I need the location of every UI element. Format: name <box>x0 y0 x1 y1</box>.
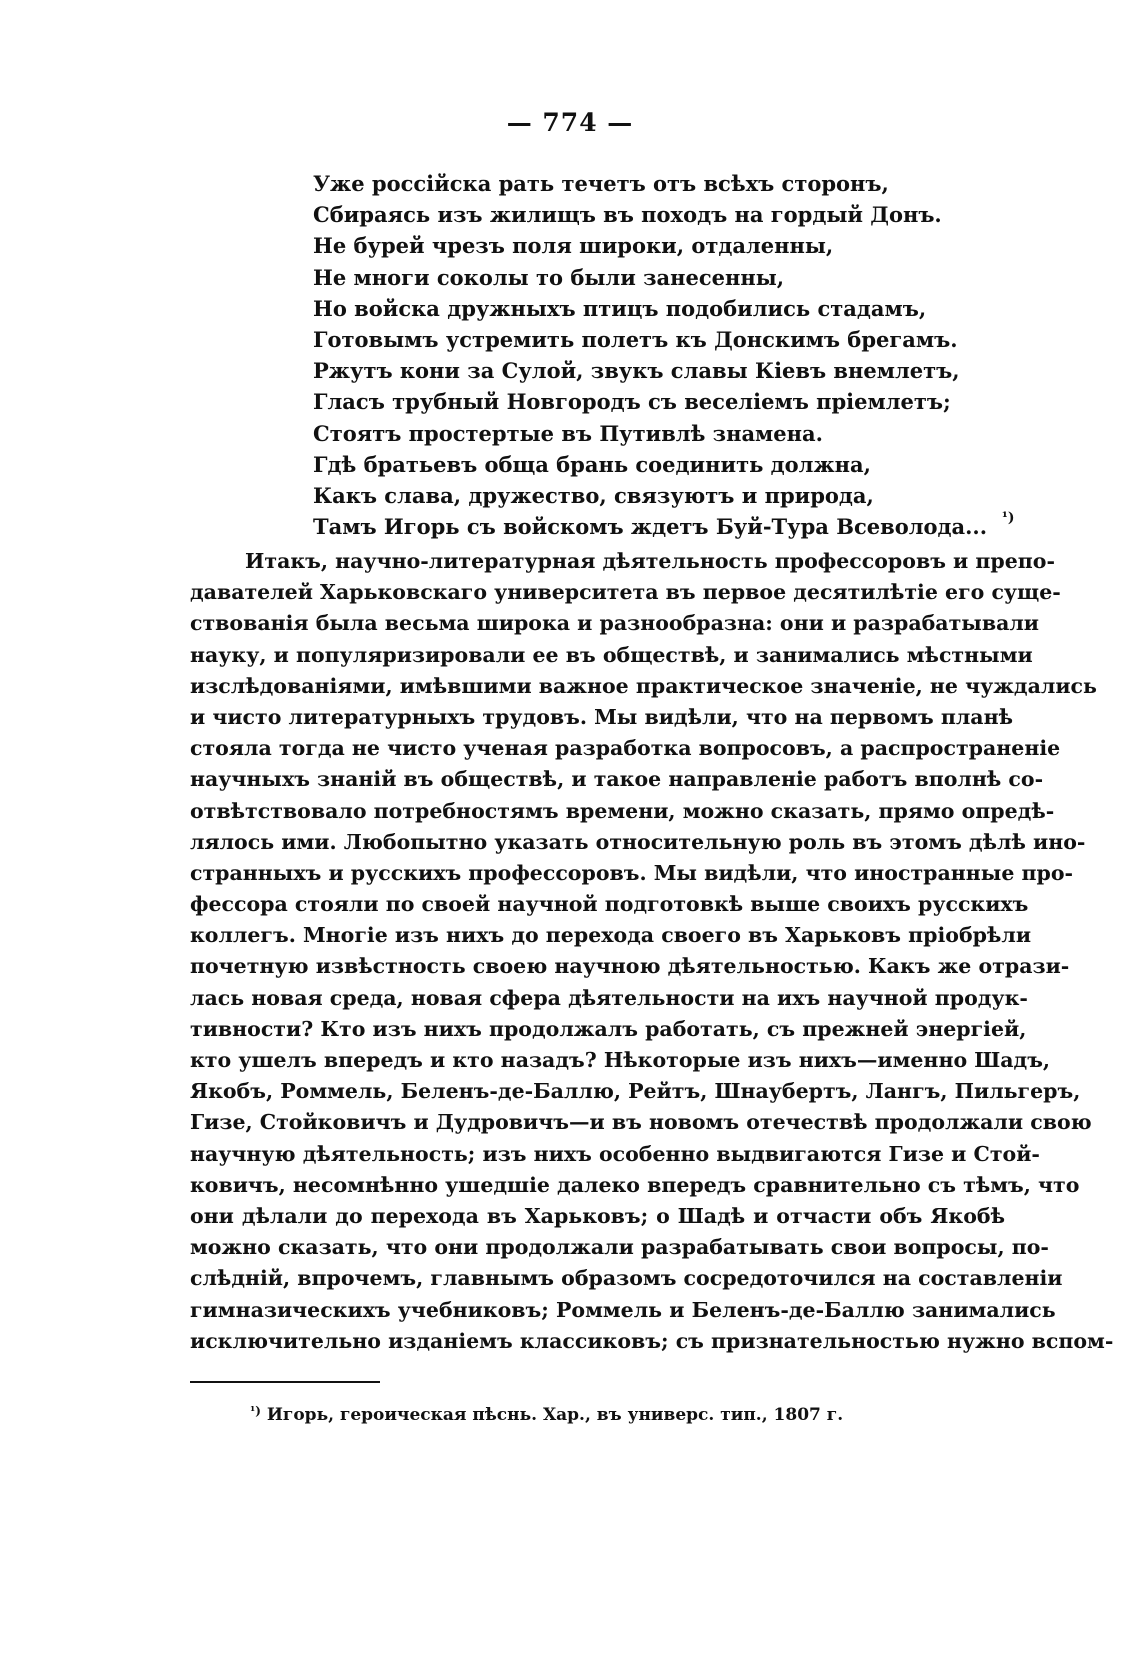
footnote-divider <box>190 1381 380 1383</box>
prose-line: почетную извѣстность своею научною дѣятельностью. Какъ же отрази- <box>190 954 1070 979</box>
prose-line: ствованія была весьма широка и разнообразна: они и разрабатывали <box>190 611 1040 636</box>
prose-line: странныхъ и русскихъ профессоровъ. Мы видѣли, что иностранные про- <box>190 860 1074 885</box>
prose-line: фессора стояли по своей научной подготовкѣ выше своихъ русскихъ <box>190 892 1029 917</box>
prose-line: ковичъ, несомнѣнно ушедшіе далеко впередъ сравнительно съ тѣмъ, что <box>190 1172 1080 1197</box>
prose-line: и чисто литературныхъ трудовъ. Мы видѣли, что на первомъ планѣ <box>190 704 1014 729</box>
prose-line: лялось ими. Любопытно указать относительную роль въ этомъ дѣлѣ ино- <box>190 829 1086 854</box>
verse-line: Сбираясь изъ жилищъ въ походъ на гордый Донъ. <box>313 202 942 228</box>
verse-line: Но войска дружныхъ птицъ подобились стадамъ, <box>313 295 927 321</box>
verse-line: Стоятъ простертые въ Путивлѣ знамена. <box>313 420 823 446</box>
verse-line: Не многи соколы то были занесенны, <box>313 264 785 290</box>
prose-line: стояла тогда не чисто ученая разработка вопросовъ, а распространеніе <box>190 736 1061 761</box>
verse-line: Гдѣ братьевъ обща брань соединить должна, <box>313 451 871 477</box>
prose-line: научную дѣятельность; изъ нихъ особенно выдвигаются Гизе и Стой- <box>190 1141 1040 1166</box>
verse-line: Уже россійска рать течетъ отъ всѣхъ сторонъ, <box>313 171 889 196</box>
verse-line: Какъ слава, дружество, связуютъ и природа, <box>313 482 874 508</box>
prose-line: науку, и популяризировали ее въ обществѣ, и занимались мѣстными <box>190 642 1033 667</box>
prose-line: Гизе, Стойковичъ и Дудровичъ—и въ новомъ отечествѣ продолжали свою <box>190 1110 1092 1135</box>
prose-line: научныхъ знаній въ обществѣ, и такое направленіе работъ вполнѣ со- <box>190 767 1044 792</box>
footnote <box>250 1405 1030 1425</box>
prose-line: изслѣдованіями, имѣвшими важное практическое значеніе, не чуждались <box>190 673 1097 698</box>
prose-line: коллегъ. Многіе изъ нихъ до перехода своего въ Харьковъ пріобрѣли <box>190 923 1032 948</box>
prose-line: исключительно изданіемъ классиковъ; съ признательностью нужно вспом- <box>190 1328 1114 1353</box>
prose-line: Итакъ, научно-литературная дѣятельность профессоровъ и препо- <box>245 549 1055 573</box>
prose-line: слѣдній, впрочемъ, главнымъ образомъ сосредоточился на составленіи <box>190 1266 1063 1291</box>
verse-line: Ржутъ кони за Сулой, звукъ славы Кіевъ внемлетъ, <box>313 358 960 384</box>
verse-line: Готовымъ устремить полетъ къ Донскимъ брегамъ. <box>313 326 958 352</box>
prose-line: давателей Харьковскаго университета въ первое десятилѣтіе его суще- <box>190 580 1061 605</box>
verse-line-text: Тамъ Игорь съ войскомъ ждетъ Буй-Тура Всеволода... <box>313 514 988 540</box>
verse-line-last <box>313 511 1053 542</box>
prose-paragraph <box>190 546 1114 1357</box>
prose-line: Якобъ, Роммель, Беленъ-де-Баллю, Рейтъ, Шнаубертъ, Лангъ, Пильгеръ, <box>190 1079 1081 1104</box>
prose-line: кто ушелъ впередъ и кто назадъ? Нѣкоторые изъ нихъ—именно Шадъ, <box>190 1048 1051 1072</box>
prose-line: отвѣтствовало потребностямъ времени, можно сказать, прямо опредѣ- <box>190 798 1055 823</box>
prose-line: тивности? Кто изъ нихъ продолжалъ работать, съ прежней энергіей, <box>190 1016 1027 1041</box>
prose-line: гимназическихъ учебниковъ; Роммель и Беленъ-де-Баллю занимались <box>190 1297 1056 1322</box>
prose-line: лась новая среда, новая сфера дѣятельности на ихъ научной продук- <box>190 985 1028 1010</box>
verse-line: Гласъ трубный Новгородъ съ веселіемъ пріемлетъ; <box>313 389 951 415</box>
page-number: — 774 — <box>506 108 634 137</box>
verse-block <box>313 168 1053 542</box>
verse-line: Не бурей чрезъ поля широки, отдаленны, <box>313 233 834 259</box>
footnote-marker: ¹) <box>250 1404 261 1418</box>
footnote-reference[interactable]: ¹) <box>1001 510 1015 527</box>
footnote-text: Игорь, героическая пѣснь. Хар., въ универс. тип., 1807 г. <box>266 1405 844 1425</box>
prose-line: они дѣлали до перехода въ Харьковъ; о Шадѣ и отчасти объ Якобѣ <box>190 1203 1005 1228</box>
prose-line: можно сказать, что они продолжали разрабатывать свои вопросы, по- <box>190 1235 1049 1260</box>
